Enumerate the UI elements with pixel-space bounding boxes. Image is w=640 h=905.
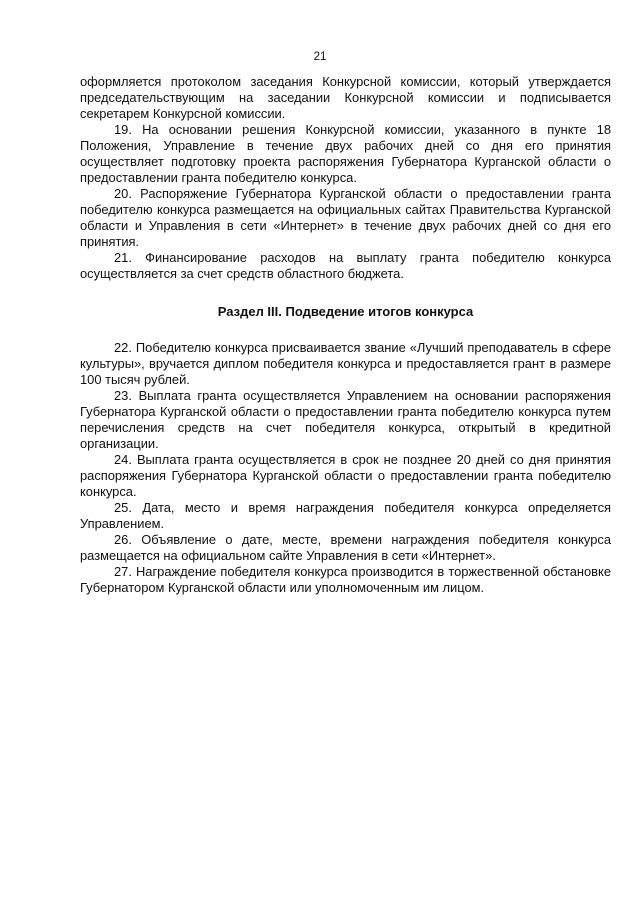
paragraph-item-19: 19. На основании решения Конкурсной комиссии, указанного в пункте 18 Положения, Управление в течение двух рабочих дней со дня его принятия осуществляет подготовку проекта распоряжения Губернатора Курганской области о предоставлении гранта победителю конкурса. (80, 122, 611, 185)
document-body (80, 74, 611, 596)
section-title: Раздел III. Подведение итогов конкурса (217, 304, 474, 319)
paragraph-item-27: 27. Награждение победителя конкурса производится в торжественной обстановке Губернатором Курганской области или уполномоченным им лицом. (80, 564, 611, 595)
paragraph-item-22: 22. Победителю конкурса присваивается звание «Лучший преподаватель в сфере культуры», вручается диплом победителя конкурса и предоставляется грант в размере 100 тысяч рублей. (80, 340, 611, 387)
paragraph-item-20: 20. Распоряжение Губернатора Курганской области о предоставлении гранта победителю конкурса размещается на официальных сайтах Правительства Курганской области и Управления в сети «Интернет» в течение двух рабочих дней со дня его принятия. (80, 186, 611, 249)
paragraph-item-23: 23. Выплата гранта осуществляется Управлением на основании распоряжения Губернатора Курганской области о предоставлении гранта победителю конкурса путем перечисления средств на счет победителя конкурса, открытый в кредитной организации. (80, 388, 611, 451)
paragraph-item-21: 21. Финансирование расходов на выплату гранта победителю конкурса осуществляется за счет средств областного бюджета. (80, 250, 611, 281)
page-number: 21 (313, 51, 327, 63)
paragraph-continuation: оформляется протоколом заседания Конкурсной комиссии, который утверждается председательствующим на заседании Конкурсной комиссии и подписывается секретарем Конкурсной комиссии. (80, 74, 611, 121)
paragraph-item-24: 24. Выплата гранта осуществляется в срок не позднее 20 дней со дня принятия распоряжения Губернатора Курганской области о предоставлении гранта победителю конкурса. (80, 452, 611, 499)
paragraph-item-25: 25. Дата, место и время награждения победителя конкурса определяется Управлением. (80, 500, 611, 531)
paragraph-item-26: 26. Объявление о дате, месте, времени награждения победителя конкурса размещается на официальном сайте Управления в сети «Интернет». (80, 532, 611, 563)
